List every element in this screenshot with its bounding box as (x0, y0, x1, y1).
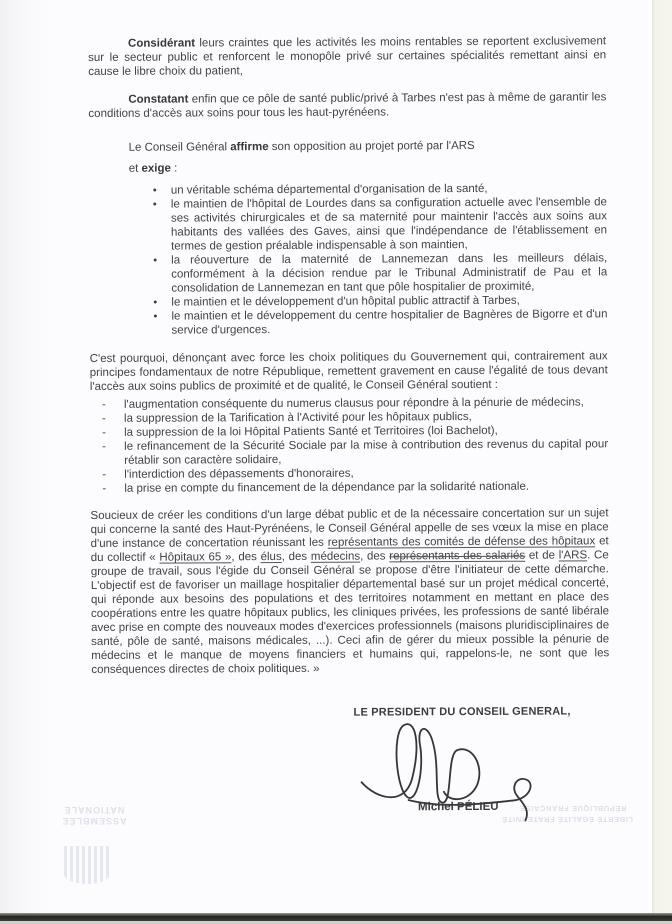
bullet-item: • un véritable schéma départemental d'organisation de la santé, (171, 181, 607, 197)
lead-word-constatant: Constatant (128, 93, 189, 106)
pen-underlined-text: élus (260, 550, 282, 564)
paragraph-constatant: Constatant enfin que ce pôle de santé public/privé à Tarbes n'est pas à même de garantir les conditions d'accès aux soins pour tous les haut-pyrénéens. (88, 91, 607, 120)
pen-underlined-text: Hôpitaux 65 » (159, 551, 232, 564)
demands-bullet-list (89, 181, 608, 338)
bold-word-exige: exige (141, 162, 171, 175)
letter-body (88, 34, 610, 837)
pen-underlined-text: médecins (310, 550, 361, 563)
scan-bottom-border (0, 913, 672, 921)
bleedthrough-text-line: NATIONALE (63, 805, 125, 815)
bullet-item: • le maintien et le développement d'un hôpital public attractif à Tarbes, (171, 293, 607, 309)
support-dash-list (90, 395, 609, 496)
bleedthrough-text-line: LIBERTÉ ÉGALITÉ FRATERNITÉ (501, 815, 633, 824)
bleedthrough-striped-logo (64, 846, 110, 884)
paragraph-considerant: Considérant leurs craintes que les activités les moins rentables se reportent exclusivement sur le secteur public et renforcent le monopôle privé sur certaines spécialités remettant ainsi en cause le libre choix du patient, (88, 35, 607, 78)
dash-item: - la suppression de la loi Hôpital Patients Santé et Territoires (loi Bachelot), (90, 423, 608, 440)
bleedthrough-text-line: RÉPUBLIQUE FRANÇAISE (519, 804, 627, 813)
pen-underlined-text: représentants des comités de défense des hôpitaux (327, 535, 596, 549)
pen-struck-underlined-text: représentants des salariés (389, 549, 526, 563)
signature-block (354, 704, 611, 835)
paragraph-affirme: Le Conseil Général affirme son opposition au projet porté par l'ARS (128, 139, 475, 154)
dash-item: - la suppression de la Tarification à l'Activité pour les hôpitaux publics, (90, 409, 608, 426)
bullet-item: • la réouverture de la maternité de Lannemezan dans les meilleurs délais, conformément à la décision rendue par le Tribunal Administratif de Pau et la consolidation de Lannemezan en tant que pôle hospitalier de proximité, (171, 251, 607, 295)
pen-underlined-text: l'ARS (558, 549, 588, 562)
paragraph-exige: et exige : (128, 162, 178, 175)
bold-word-affirme: affirme (230, 141, 269, 154)
paragraph-soucieux: Soucieux de créer les conditions d'un large débat public et de la nécessaire concertation sur un sujet qui concerne la santé des Haut-Pyrénéens, le Conseil Général appelle de ses vœux la mise en place d'une instance de concertation réunissant les représentants des comités de défense des hôpitaux et du collectif « Hôpitaux 65 », des élus, des médecins, des représentants des salariés et de l'ARS. Ce groupe de travail, sous l'égide du Conseil Général se propose d'être l'initiateur de cette démarche. L'objectif est de favoriser un maillage hospitalier départemental basé sur un projet médical concerté, qui réponde aux besoins des populations et des territoires notamment en mettant en place des coopérations entre les quatre hôpitaux publics, les cliniques privées, les professions de santé libérale avec prise en compte des nouveaux modes d'exercices professionnels (maisons pluridisciplinaires de santé, pôle de santé, maisons médicales, ...). Ceci afin de gérer du mieux possible la pénurie de médecins et le manque de moyens financiers et humains qui, rappelons-le, ne sont que les conséquences directes de choix politiques. » (90, 507, 610, 676)
dash-item: - l'augmentation conséquente du numerus clausus pour répondre à la pénurie de médecins, (90, 395, 608, 412)
dash-item: - l'interdiction des dépassements d'honoraires, (90, 465, 608, 482)
scan-paper-edge (652, 0, 672, 924)
bullet-item: • le maintien et le développement du centre hospitalier de Bagnères de Bigorre et d'un service d'urgences. (171, 307, 607, 337)
dash-item: - la prise en compte du financement de la dépendance par la solidarité nationale. (90, 479, 608, 496)
signatory-name: Michel PÉLIEU (418, 800, 499, 814)
lead-word-considerant: Considérant (128, 37, 196, 50)
bullet-item: • le maintien de l'hôpital de Lourdes dans sa configuration actuelle avec l'ensemble de ses activités chirurgicales et de sa maternité pour maintenir l'accès aux soins aux habitants des vallées des Gaves, ainsi que l'indépendance de l'établissement en termes de gestion préalable indispensable à son maintien, (171, 195, 607, 253)
bleedthrough-text-line: ASSEMBLÉE (61, 816, 127, 826)
paragraph-cest-pourquoi: C'est pourquoi, dénonçant avec force les choix politiques du Gouvernement qui, contrairement aux principes fondamentaux de notre République, remettent gravement en cause l'égalité de tous devant l'accès aux soins publics de proximité et de qualité, le Conseil Général soutient : (89, 350, 608, 393)
dash-item: - le refinancement de la Sécurité Sociale par la mise à contribution des revenus du capital pour rétablir son caractère solidaire, (90, 437, 608, 468)
president-title-line: LE PRESIDENT DU CONSEIL GENERAL, (353, 705, 571, 719)
